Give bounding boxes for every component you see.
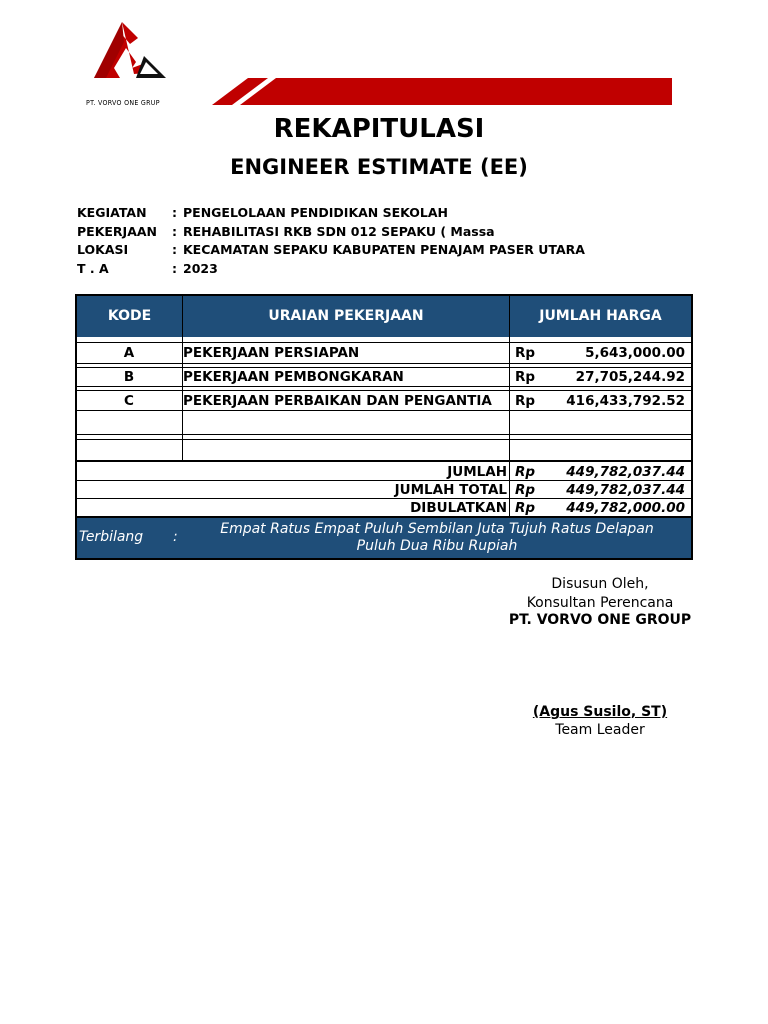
prepared-by: Disusun Oleh, <box>551 576 649 592</box>
row-divider <box>77 386 691 387</box>
info-colon: : <box>172 242 177 257</box>
info-label: KEGIATAN <box>77 205 147 220</box>
info-value: REHABILITASI RKB SDN 012 SEPAKU ( Massa <box>183 223 495 239</box>
row-divider <box>77 363 691 364</box>
row-divider <box>77 342 691 343</box>
row-divider <box>77 390 691 391</box>
header-kode: KODE <box>107 308 152 324</box>
row-kode: C <box>124 393 134 409</box>
summary-label-dibulatkan: DIBULATKAN <box>410 500 507 516</box>
terbilang-colon: : <box>173 529 178 545</box>
info-label: T . A <box>77 260 109 276</box>
signer-company: PT. VORVO ONE GROUP <box>508 612 692 628</box>
header-jumlah: JUMLAH HARGA <box>539 308 662 324</box>
info-colon: : <box>172 205 177 220</box>
row-uraian: PEKERJAAN PERSIAPAN <box>183 345 360 361</box>
row-currency: Rp <box>515 345 536 361</box>
page-subtitle: ENGINEER ESTIMATE (EE) <box>230 155 528 179</box>
info-value: KECAMATAN SEPAKU KABUPATEN PENAJAM PASER UTARA <box>183 242 585 257</box>
row-amount: 27,705,244.92 <box>575 369 685 385</box>
table-header <box>77 296 691 337</box>
info-label: LOKASI <box>77 242 129 257</box>
info-value: 2023 <box>183 260 218 276</box>
row-kode: A <box>123 345 135 361</box>
signer-position: Team Leader <box>555 722 645 738</box>
recap-table <box>75 294 693 560</box>
terbilang-label: Terbilang <box>79 529 144 545</box>
row-amount: 416,433,792.52 <box>566 393 685 409</box>
summary-amount-jumlah: 449,782,037.44 <box>566 464 685 480</box>
page-title: REKAPITULASI <box>273 114 485 144</box>
row-divider <box>77 410 691 411</box>
info-label: PEKERJAAN <box>77 223 158 239</box>
terbilang-row <box>77 518 691 558</box>
terbilang-line-2: Puluh Dua Ribu Rupiah <box>356 538 518 554</box>
summary-label-total: JUMLAH TOTAL <box>394 482 507 498</box>
signer-name: (Agus Susilo, ST) <box>532 704 668 720</box>
signer-role: Konsultan Perencana <box>526 595 674 611</box>
summary-currency: Rp <box>515 500 536 516</box>
info-colon: : <box>172 223 177 239</box>
row-divider <box>77 434 691 435</box>
row-divider <box>77 498 691 499</box>
header-banner <box>212 78 672 106</box>
logo-caption: PT. VORVO ONE GRUP <box>86 99 160 107</box>
company-logo <box>86 18 172 88</box>
summary-currency: Rp <box>515 464 536 480</box>
header-uraian: URAIAN PEKERJAAN <box>268 308 424 324</box>
row-uraian: PEKERJAAN PEMBONGKARAN <box>183 369 404 385</box>
row-amount: 5,643,000.00 <box>585 345 685 361</box>
terbilang-text <box>185 521 689 555</box>
col-divider <box>509 337 510 518</box>
info-colon: : <box>172 260 177 276</box>
terbilang-line-1: Empat Ratus Empat Puluh Sembilan Juta Tujuh Ratus Delapan <box>220 521 654 537</box>
row-uraian: PEKERJAAN PERBAIKAN DAN PENGANTIA <box>183 393 492 409</box>
row-currency: Rp <box>515 393 536 409</box>
row-currency: Rp <box>515 369 536 385</box>
row-divider <box>77 439 691 440</box>
summary-currency: Rp <box>515 482 536 498</box>
row-divider <box>77 367 691 368</box>
row-divider <box>77 480 691 481</box>
summary-amount-dibulatkan: 449,782,000.00 <box>566 500 685 516</box>
row-divider <box>77 460 691 462</box>
summary-label-jumlah: JUMLAH <box>447 464 507 480</box>
summary-amount-total: 449,782,037.44 <box>566 482 685 498</box>
row-kode: B <box>123 369 135 385</box>
info-value: PENGELOLAAN PENDIDIKAN SEKOLAH <box>183 205 449 220</box>
